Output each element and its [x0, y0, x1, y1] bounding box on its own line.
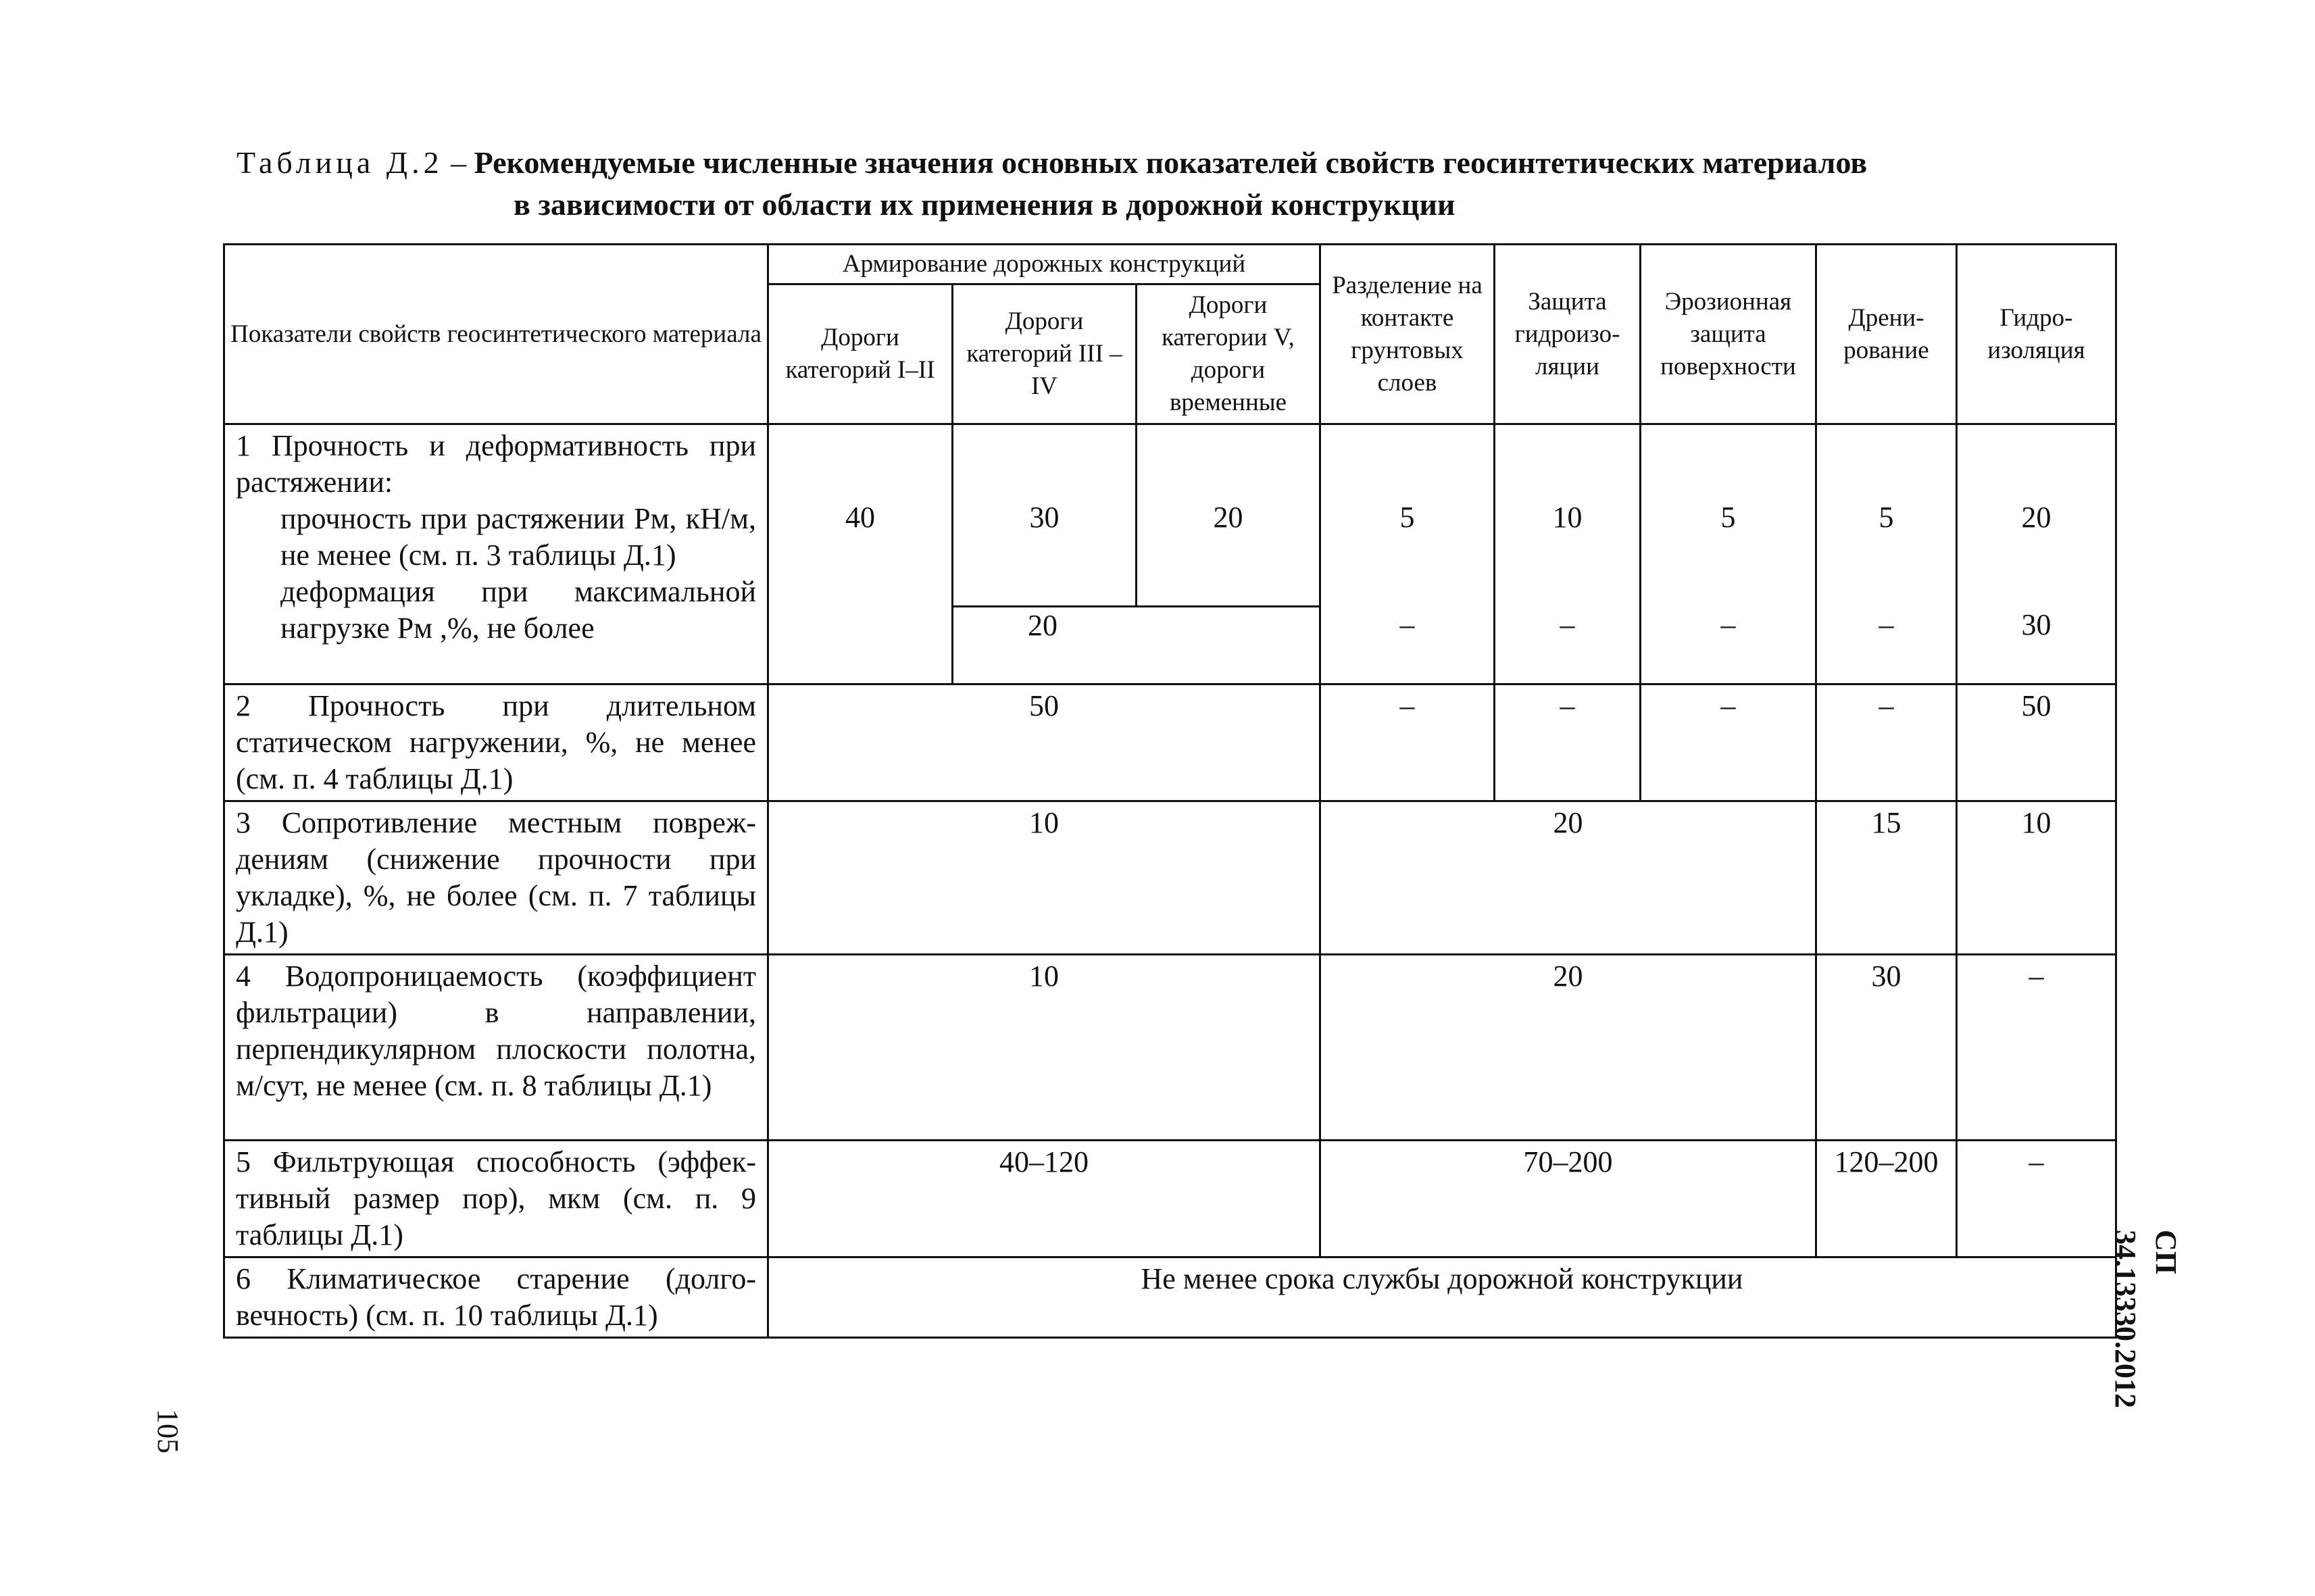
row-2-erosion: –	[1641, 684, 1816, 801]
row-1-strength-label: прочность при растяжении Pм, кН/м, не менее (см. п. 3 таблицы Д.1)	[280, 502, 756, 572]
table-row	[224, 1141, 2116, 1257]
header-roads-3-4: Дороги категорий III – IV	[953, 284, 1137, 424]
row-1-strength-roads-1-2: 40	[768, 424, 953, 607]
row-2-separation: –	[1320, 684, 1495, 801]
header-reinforcement-group: Армирование дорожных конструкций	[768, 245, 1320, 284]
row-1-strength-separation: 5	[1320, 424, 1495, 607]
row-3-separation-protection: 20	[1320, 801, 1816, 955]
row-1-indicator	[224, 424, 768, 684]
header-roads-5-temp: Дороги категории V, дороги временные	[1137, 284, 1320, 424]
row-4-separation-protection: 20	[1320, 955, 1816, 1141]
title-line-2: в зависимости от области их применения в дорожной конструкции	[514, 187, 1455, 222]
properties-table	[223, 243, 2117, 1339]
row-3-indicator: 3 Сопротивление местным повреж-дениям (снижение прочности при укладке), %, не более (см. п. 7 таблицы Д.1)	[224, 801, 768, 955]
table-row	[224, 1257, 2116, 1338]
header-waterproofing: Гидро-изоляция	[1957, 245, 2116, 424]
table-row	[224, 424, 2116, 607]
table-row	[224, 684, 2116, 801]
row-4-indicator: 4 Водопроницаемость (коэффициент фильтрации) в направлении, перпендикулярном плоскости полотна, м/сут, не менее (см. п. 8 таблицы Д.1)	[224, 955, 768, 1141]
row-1-deformation-waterproof-protection: –	[1495, 607, 1641, 684]
row-1-strength-waterproof-protection: 10	[1495, 424, 1641, 607]
row-5-waterproofing: –	[1957, 1141, 2116, 1257]
row-1-strength-erosion: 5	[1641, 424, 1816, 607]
header-erosion-protection: Эрозионная защита поверхности	[1641, 245, 1816, 424]
document-code: СП 34.13330.2012	[2109, 1230, 2183, 1408]
header-separation: Разделение на контакте грунтовых слоев	[1320, 245, 1495, 424]
table-row	[224, 955, 2116, 1141]
row-5-reinforcement: 40–120	[768, 1141, 1320, 1257]
title-dash: –	[443, 145, 474, 180]
page-number: 105	[151, 1409, 184, 1453]
table-label: Таблица Д.2	[237, 145, 443, 180]
row-3-reinforcement: 10	[768, 801, 1320, 955]
header-roads-1-2: Дороги категорий I–II	[768, 284, 953, 424]
row-4-reinforcement: 10	[768, 955, 1320, 1141]
title-line-1: Рекомендуемые численные значения основных показателей свойств геосинтетических материалов	[474, 145, 1868, 180]
row-1-strength-roads-3-4: 30	[953, 424, 1137, 607]
row-1-strength-waterproofing: 20	[1957, 424, 2116, 607]
row-2-drainage: –	[1816, 684, 1957, 801]
row-1-strength-drainage: 5	[1816, 424, 1957, 607]
row-6-indicator: 6 Климатическое старение (долго-вечность) (см. п. 10 таблицы Д.1)	[224, 1257, 768, 1338]
row-2-waterproof-protection: –	[1495, 684, 1641, 801]
row-4-drainage: 30	[1816, 955, 1957, 1141]
row-1-deformation-reinforcement: 20	[953, 607, 1320, 684]
header-drainage: Дрени-рование	[1816, 245, 1957, 424]
table-container	[223, 243, 2117, 1339]
row-4-waterproofing: –	[1957, 955, 2116, 1141]
row-1-deformation-drainage: –	[1816, 607, 1957, 684]
row-2-waterproofing: 50	[1957, 684, 2116, 801]
row-3-waterproofing: 10	[1957, 801, 2116, 955]
row-5-indicator: 5 Фильтрующая способность (эффек-тивный размер пор), мкм (см. п. 9 таблицы Д.1)	[224, 1141, 768, 1257]
header-waterproof-protection: Защита гидроизо-ляции	[1495, 245, 1641, 424]
table-title	[237, 142, 2129, 226]
table-row	[224, 801, 2116, 955]
row-1-deformation-waterproofing: 30	[1957, 607, 2116, 684]
row-5-drainage: 120–200	[1816, 1141, 1957, 1257]
row-2-indicator: 2 Прочность при длительном статическом нагружении, %, не менее (см. п. 4 таблицы Д.1)	[224, 684, 768, 801]
row-2-reinforcement: 50	[768, 684, 1320, 801]
row-1-deformation-roads-1-2-empty	[768, 607, 953, 684]
row-1-deformation-label: деформация при максимальной нагрузке Pм ,%, не более	[280, 575, 756, 645]
row-1-title: 1 Прочность и деформативность при растяжении:	[236, 429, 756, 499]
row-3-drainage: 15	[1816, 801, 1957, 955]
header-indicator: Показатели свойств геосинтетического материала	[224, 245, 768, 424]
row-1-strength-roads-5: 20	[1137, 424, 1320, 607]
row-1-deformation-separation: –	[1320, 607, 1495, 684]
row-6-all: Не менее срока службы дорожной конструкции	[768, 1257, 2116, 1338]
row-1-deformation-erosion: –	[1641, 607, 1816, 684]
row-5-separation-protection: 70–200	[1320, 1141, 1816, 1257]
